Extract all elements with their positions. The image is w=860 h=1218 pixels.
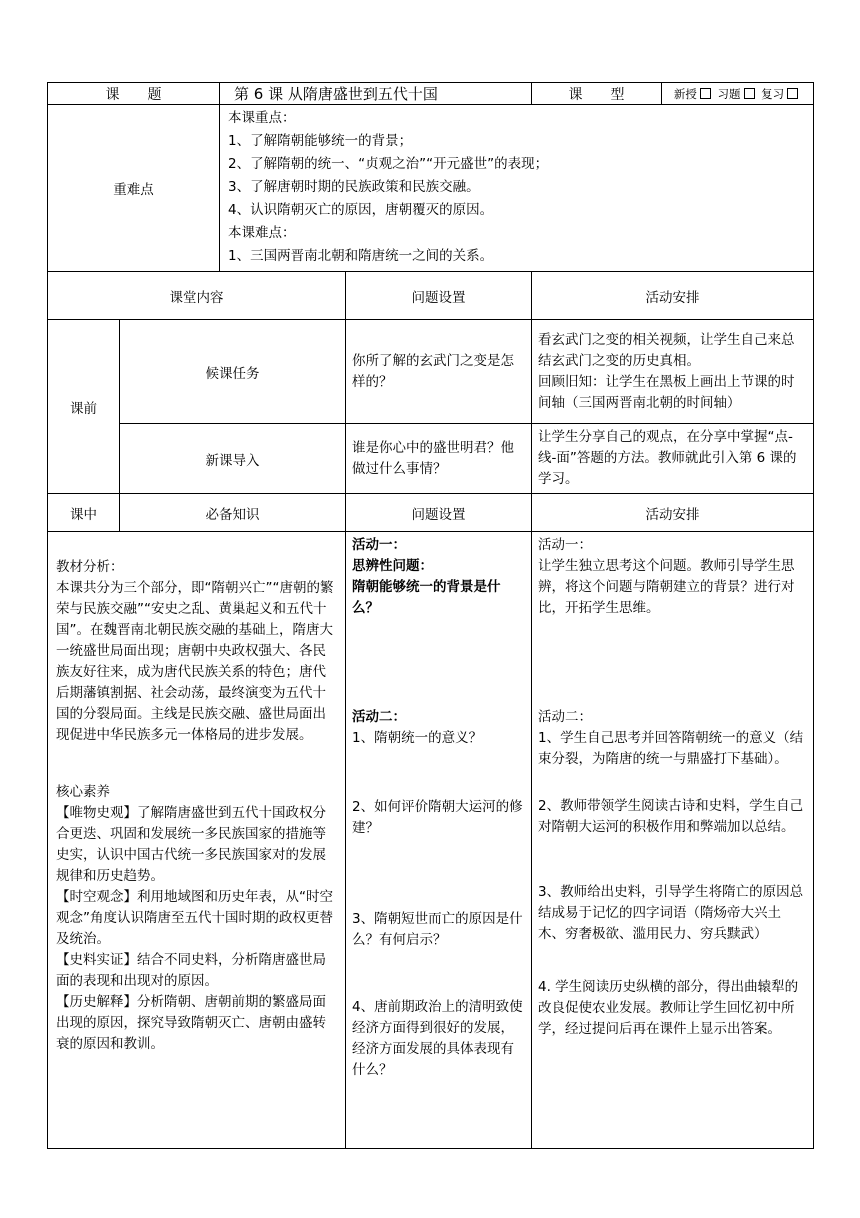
type-option-review: 复习 <box>761 86 785 101</box>
lesson-title: 第 6 课 从隋唐盛世到五代十国 <box>220 83 532 105</box>
section-activity-header: 活动安排 <box>532 272 814 320</box>
key-point-line: 4、认识隋朝灭亡的原因，唐朝覆灭的原因。 <box>228 202 494 218</box>
activity-line: 回顾旧知：让学生在黑板上画出上节课的时间轴（三国两晋南北朝的时间轴） <box>538 373 795 411</box>
a2-item-1: 1、学生自己思考并回答隋朝统一的意义（结束分裂，为隋唐的统一与鼎盛打下基础）。 <box>538 730 804 767</box>
before-class-label: 课前 <box>48 320 120 494</box>
key-point-line: 1、了解隋朝能够统一的背景； <box>228 133 413 149</box>
type-label: 课 型 <box>532 83 662 105</box>
before-class-row-1 <box>48 320 814 424</box>
type-option-exercise: 习题 <box>717 86 741 101</box>
section-question-header: 问题设置 <box>346 272 532 320</box>
activities-cell <box>532 532 814 1149</box>
in-class-label: 课中 <box>48 494 120 532</box>
before-class-activity <box>532 424 814 494</box>
key-point-line: 本课难点： <box>228 225 296 241</box>
in-class-question-header: 问题设置 <box>346 494 532 532</box>
analysis-text: 本课共分为三个部分，即“隋朝兴亡”“唐朝的繁荣与民族交融”“安史之乱、黄巢起义和五代十国”。在魏晋南北朝民族交融的基础上，隋唐大一统盛世局面出现；唐朝中央政权强大、各民族友好往来，成为唐代民族关系的特色；唐代后期藩镇割据、社会动荡，最终演变为五代十国的分裂局面。主线是民族交融、盛世局面出现促进中华民族多元一体格局的进步发展。 <box>56 580 334 743</box>
a2-title: 活动二： <box>538 709 593 725</box>
a1-title: 活动一： <box>538 537 593 553</box>
question-2: 2、如何评价隋朝大运河的修建？ <box>352 799 523 836</box>
activity2-title: 活动二： <box>352 709 406 725</box>
a2-item-4: 4. 学生阅读历史纵横的部分，得出曲辕犁的改良促使农业发展。教师让学生回忆初中所学，经过提问后再在课件上显示出答案。 <box>538 979 799 1037</box>
in-class-header-row <box>48 494 814 532</box>
topic-label: 课 题 <box>48 83 220 105</box>
questions-cell <box>346 532 532 1149</box>
literacy-item: 【历史解释】分析隋朝、唐朝前期的繁盛局面出现的原因，探究导致隋朝灭亡、唐朝由盛转衰的原因和教训。 <box>56 994 326 1052</box>
section-content-header: 课堂内容 <box>48 272 346 320</box>
before-class-activity <box>532 320 814 424</box>
before-class-task: 候课任务 <box>120 320 346 424</box>
before-class-question: 谁是你心中的盛世明君？他做过什么事情？ <box>346 424 532 494</box>
key-points-row <box>48 105 814 272</box>
key-point-line: 3、了解唐朝时期的民族政策和民族交融。 <box>228 179 480 195</box>
activity1-title: 活动一： <box>352 537 406 553</box>
a2-item-2: 2、教师带领学生阅读古诗和史料，学生自己对隋朝大运河的积极作用和弊端加以总结。 <box>538 798 804 835</box>
lesson-plan-table <box>47 82 814 1149</box>
type-options <box>662 83 814 105</box>
activity-line: 让学生分享自己的观点，在分享中掌握“点-线-面”答题的方法。教师就此引入第 6 课的学习。 <box>538 429 797 487</box>
question-4: 4、唐前期政治上的清明致使经济方面得到很好的发展，经济方面发展的具体表现有什么？ <box>352 999 523 1078</box>
checkbox-new[interactable] <box>700 88 711 99</box>
in-class-content-row <box>48 532 814 1149</box>
before-class-task: 新课导入 <box>120 424 346 494</box>
key-points-label: 重难点 <box>48 105 220 272</box>
a1-text: 让学生独立思考这个问题。教师引导学生思辨，将这个问题与隋朝建立的背景？进行对比，开拓学生思维。 <box>538 558 795 616</box>
key-point-line: 1、三国两晋南北朝和隋唐统一之间的关系。 <box>228 248 494 264</box>
type-option-new: 新授 <box>673 86 697 101</box>
activity-line: 看玄武门之变的相关视频，让学生自己来总结玄武门之变的历史真相。 <box>538 331 795 369</box>
knowledge-header: 必备知识 <box>120 494 346 532</box>
question-1: 1、隋朝统一的意义？ <box>352 730 483 746</box>
analysis-title: 教材分析： <box>56 559 124 575</box>
question-3: 3、隋朝短世而亡的原因是什么？有何启示？ <box>352 911 523 948</box>
literacy-title: 核心素养 <box>56 784 110 800</box>
before-class-question: 你所了解的玄武门之变是怎样的？ <box>346 320 532 424</box>
header-row <box>48 83 814 105</box>
literacy-item: 【时空观念】利用地域图和历史年表，从“时空观念”角度认识隋唐至五代十国时期的政权更替及统治。 <box>56 889 333 947</box>
before-class-row-2 <box>48 424 814 494</box>
in-class-activity-header: 活动安排 <box>532 494 814 532</box>
literacy-item: 【唯物史观】了解隋唐盛世到五代十国政权分合更迭、巩固和发展统一多民族国家的措施等史实，认识中国古代统一多民族国家对的发展规律和历史趋势。 <box>56 805 326 884</box>
knowledge-cell <box>48 532 346 1149</box>
key-point-line: 2、了解隋朝的统一、“贞观之治”“开元盛世”的表现； <box>228 156 549 172</box>
activity1-sub: 思辨性问题： <box>352 558 433 574</box>
key-points-content <box>220 105 814 272</box>
key-point-line: 本课重点： <box>228 110 296 126</box>
checkbox-review[interactable] <box>787 88 798 99</box>
a2-item-3: 3、教师给出史料，引导学生将隋亡的原因总结成易于记忆的四字词语（隋炀帝大兴土木、穷奢极欲、滥用民力、穷兵黩武） <box>538 884 804 942</box>
section-header-row <box>48 272 814 320</box>
literacy-item: 【史料实证】结合不同史料，分析隋唐盛世局面的表现和出现对的原因。 <box>56 952 326 989</box>
activity1-question: 隋朝能够统一的背景是什么？ <box>352 579 501 616</box>
checkbox-exercise[interactable] <box>744 88 755 99</box>
